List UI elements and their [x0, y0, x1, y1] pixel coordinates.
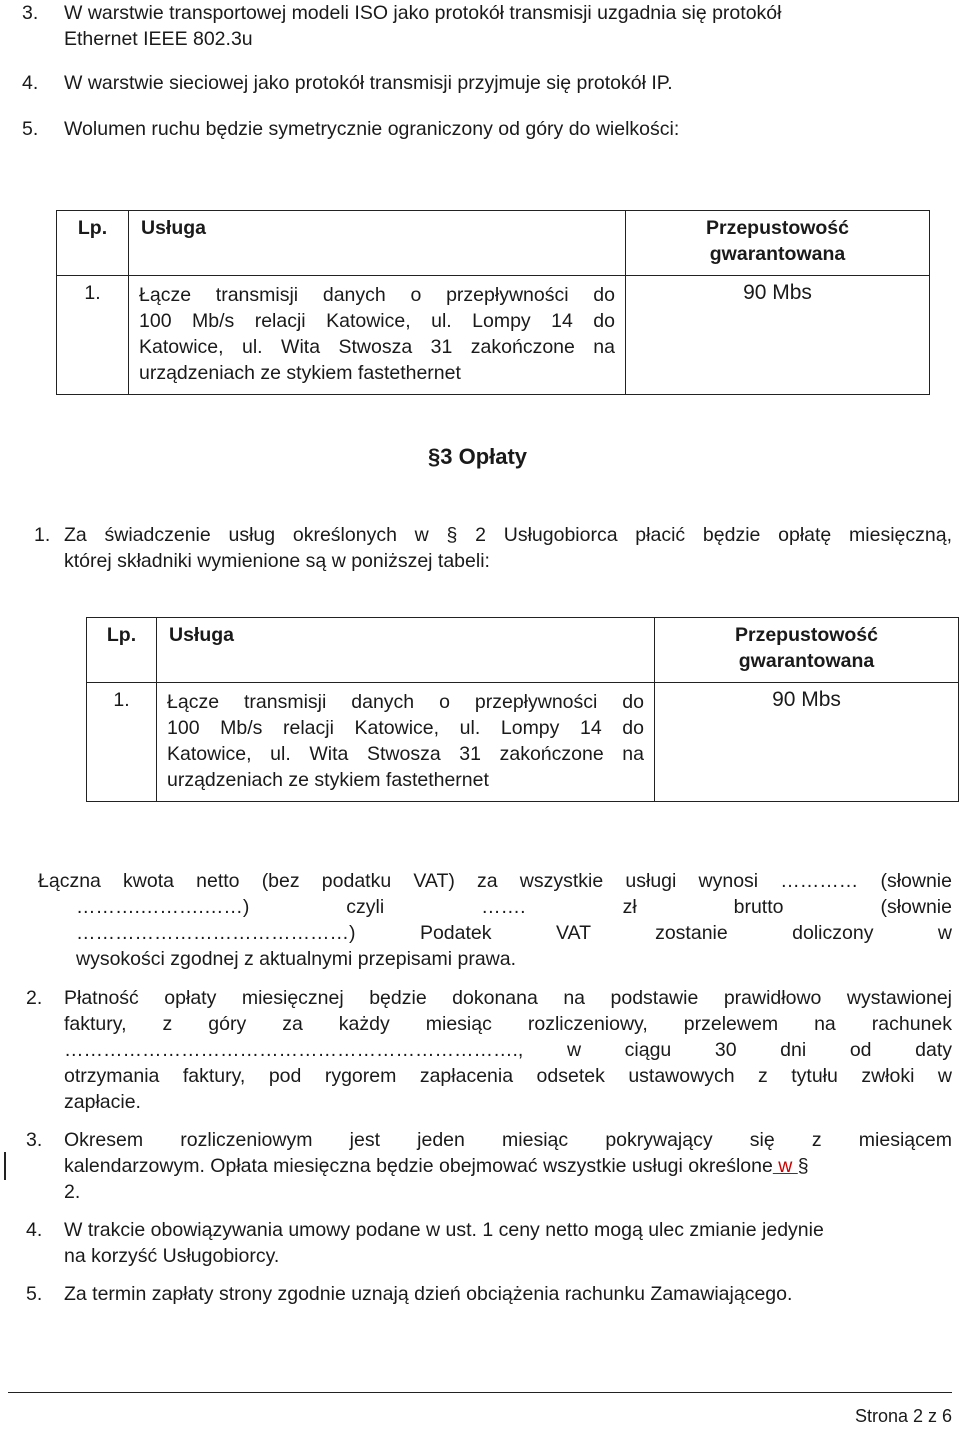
desc-line: urządzeniach ze stykiem fastethernet [139, 362, 461, 384]
list-number: 5. [26, 1283, 43, 1305]
fees-table [86, 617, 959, 802]
desc-line: Łącze transmisji danych o przepływności do [167, 691, 644, 713]
table-header-row [87, 618, 959, 683]
total-line: ……….……….……) czyli ……. zł brutto (słownie [76, 896, 952, 918]
list-number: 3. [22, 2, 39, 24]
paragraph-line: Płatność opłaty miesięcznej będzie dokonana na podstawie prawidłowo wystawionej [64, 987, 952, 1009]
list-number: 4. [22, 72, 39, 94]
row-description [157, 683, 655, 802]
revision-insertion: w [772, 1155, 798, 1177]
header-throughput-line2: gwarantowana [709, 243, 846, 265]
list-number: 1. [34, 524, 51, 546]
header-throughput [626, 211, 930, 276]
header-lp: Lp. [87, 618, 157, 683]
paragraph-line [64, 1153, 809, 1179]
paragraph-line: otrzymania faktury, pod rygorem zapłacenia odsetek ustawowych z tytułu zwłoki w [64, 1065, 952, 1087]
row-lp: 1. [87, 683, 157, 802]
row-lp: 1. [57, 276, 129, 395]
row-throughput: 90 Mbs [655, 683, 959, 802]
service-table [56, 210, 930, 395]
paragraph-line: Za świadczenie usług określonych w § 2 Usługobiorca płacić będzie opłatę miesięczną, [64, 524, 952, 546]
row-description [129, 276, 626, 395]
list-item-text: Wolumen ruchu będzie symetrycznie ograniczony od góry do wielkości: [64, 118, 680, 140]
revision-change-bar [4, 1152, 6, 1180]
header-throughput-line2: gwarantowana [738, 650, 875, 672]
paragraph-line: na korzyść Usługobiorcy. [64, 1245, 280, 1267]
paragraph-line: 2. [64, 1181, 81, 1203]
list-number: 4. [26, 1219, 43, 1241]
header-service: Usługa [157, 618, 655, 683]
header-throughput [655, 618, 959, 683]
header-service: Usługa [129, 211, 626, 276]
paragraph-line: ……………………………………………………………., w ciągu 30 dni od daty [64, 1039, 952, 1061]
paragraph-line: Za termin zapłaty strony zgodnie uznają dzień obciążenia rachunku Zamawiającego. [64, 1283, 793, 1305]
desc-line: 100 Mb/s relacji Katowice, ul. Lompy 14 do [139, 310, 615, 332]
paragraph-text: § [797, 1155, 809, 1177]
desc-line: Katowice, ul. Wita Stwosza 31 zakończone na [167, 743, 644, 765]
list-item-text: W warstwie sieciowej jako protokół transmisji przyjmuje się protokół IP. [64, 72, 673, 94]
paragraph-line: W trakcie obowiązywania umowy podane w ust. 1 ceny netto mogą ulec zmianie jedynie [64, 1219, 824, 1241]
table-header-row [57, 211, 930, 276]
table-row [57, 276, 930, 395]
list-number: 3. [26, 1129, 43, 1151]
paragraph-line: której składniki wymienione są w poniższej tabeli: [64, 550, 490, 572]
page-number: Strona 2 z 6 [854, 1406, 952, 1426]
footer-rule [8, 1392, 952, 1393]
desc-line: urządzeniach ze stykiem fastethernet [167, 769, 489, 791]
row-throughput: 90 Mbs [626, 276, 930, 395]
list-number: 5. [22, 118, 39, 140]
list-number: 2. [26, 987, 43, 1009]
paragraph-line: zapłacie. [64, 1091, 141, 1113]
desc-line: Łącze transmisji danych o przepływności do [139, 284, 615, 306]
section-heading: §3 Opłaty [428, 444, 528, 469]
list-item-text: W warstwie transportowej modeli ISO jako protokół transmisji uzgadnia się protokół [64, 2, 782, 24]
paragraph-line: Okresem rozliczeniowym jest jeden miesiąc pokrywający się z miesiącem [64, 1129, 952, 1151]
desc-line: 100 Mb/s relacji Katowice, ul. Lompy 14 do [167, 717, 644, 739]
total-line: Łączna kwota netto (bez podatku VAT) za wszystkie usługi wynosi ………… (słownie [38, 870, 952, 892]
header-throughput-line1: Przepustowość [734, 624, 879, 646]
desc-line: Katowice, ul. Wita Stwosza 31 zakończone na [139, 336, 615, 358]
paragraph-text: kalendarzowym. Opłata miesięczna będzie obejmować wszystkie usługi określone [64, 1155, 773, 1177]
total-line: wysokości zgodnej z aktualnymi przepisami prawa. [76, 948, 517, 970]
list-item-text: Ethernet IEEE 802.3u [64, 28, 253, 50]
header-lp: Lp. [57, 211, 129, 276]
total-line: ……………………………………) Podatek VAT zostanie doliczony w [76, 922, 952, 944]
paragraph-line: faktury, z góry za każdy miesiąc rozliczeniowy, przelewem na rachunek [64, 1013, 952, 1035]
header-throughput-line1: Przepustowość [705, 217, 850, 239]
table-row [87, 683, 959, 802]
